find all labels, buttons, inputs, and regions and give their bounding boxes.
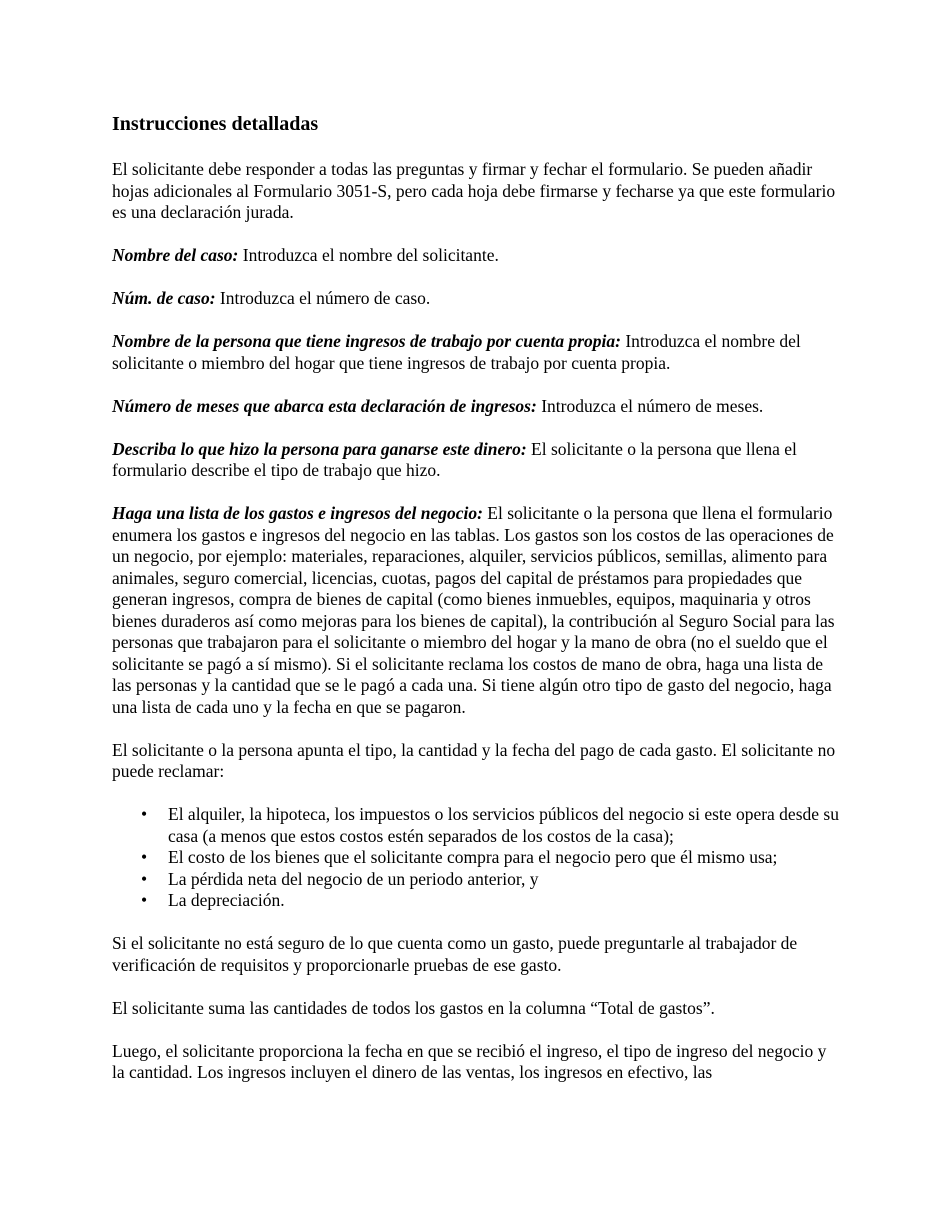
claim-intro-paragraph: El solicitante o la persona apunta el tipo, la cantidad y la fecha del pago de cada gasto. El solicitante no puede reclamar: [112,739,836,781]
field-text: Introduzca el número de meses. [536,395,764,416]
intro-paragraph: El solicitante debe responder a todas las preguntas y firmar y fechar el formulario. Se pueden añadir hojas adicionales al Formulario 3051-S, pero cada hoja debe firmarse y fecharse ya que este formulario es una declaración jurada. [112,159,836,222]
field-label: Nombre del caso: [112,245,239,265]
bullet-icon: • [141,890,148,910]
field-instruction-case-number [112,288,842,310]
field-instruction-expenses-income [112,503,842,718]
field-text: El solicitante o la persona que llena el formulario describe el tipo de trabajo que hizo. [112,438,797,480]
list-item: • La pérdida neta del negocio de un periodo anterior, y [141,868,539,889]
field-text: Introduzca el nombre del solicitante o miembro del hogar que tiene ingresos de trabajo por cuenta propia. [112,331,801,373]
bullet-icon: • [141,804,148,824]
bullet-icon: • [141,868,148,889]
field-text: Introduzca el número de caso. [215,288,431,308]
page-title: Instrucciones detalladas [112,113,319,135]
list-item: • El alquiler, la hipoteca, los impuestos o los servicios públicos del negocio si este opera desde su casa (a menos que estos costos estén separados de los costos de la casa); [141,804,839,846]
list-item: • El costo de los bienes que el solicitante compra para el negocio pero que él mismo usa; [141,847,778,867]
field-instruction-person-name [112,331,842,374]
sum-paragraph: El solicitante suma las cantidades de todos los gastos en la columna “Total de gastos”. [112,997,715,1018]
bullet-icon: • [141,847,148,867]
field-instruction-months [112,396,842,418]
field-text: El solicitante o la persona que llena el formulario enumera los gastos e ingresos del negocio en las tablas. Los gastos son los costos de las operaciones de un negocio, por ejemplo: materiales, reparaciones, alquiler, servicios públicos, semillas, alimento para animales, seguro comercial, licencias, cuotas, pagos del capital de préstamos para propiedades que generan ingresos, compra de bienes de capital (como bienes inmuebles, equipos, maquinaria y otros bienes duraderos así como mejoras para los bienes de capital), la contribución al Seguro Social para las personas que trabajaron para el solicitante o miembro del hogar y la mano de obra (no el sueldo que el solicitante se pagó a sí mismo). Si el solicitante reclama los costos de mano de obra, haga una lista de las personas y la cantidad que se le pagó a cada una. Si tiene algún otro tipo de gasto del negocio, haga una lista de cada uno y la fecha en que se pagaron. [112,503,835,717]
field-instruction-work-description [112,439,842,482]
cannot-claim-list [112,804,842,912]
field-label: Núm. de caso: [112,288,216,308]
income-paragraph: Luego, el solicitante proporciona la fecha en que se recibió el ingreso, el tipo de ingreso del negocio y la cantidad. Los ingresos incluyen el dinero de las ventas, los ingresos en efectivo, las [112,1040,827,1082]
unsure-paragraph: Si el solicitante no está seguro de lo que cuenta como un gasto, puede preguntarle al trabajador de verificación de requisitos y proporcionarle pruebas de ese gasto. [112,933,798,975]
field-label: Haga una lista de los gastos e ingresos del negocio: [112,503,483,523]
document-page [112,112,842,1105]
list-item: • La depreciación. [141,890,285,910]
field-instruction-case-name [112,245,842,267]
field-text: Introduzca el nombre del solicitante. [238,245,499,265]
field-label: Nombre de la persona que tiene ingresos de trabajo por cuenta propia: [112,331,621,351]
field-label: Número de meses que abarca esta declaración de ingresos: [112,395,537,416]
field-label: Describa lo que hizo la persona para ganarse este dinero: [112,438,527,459]
